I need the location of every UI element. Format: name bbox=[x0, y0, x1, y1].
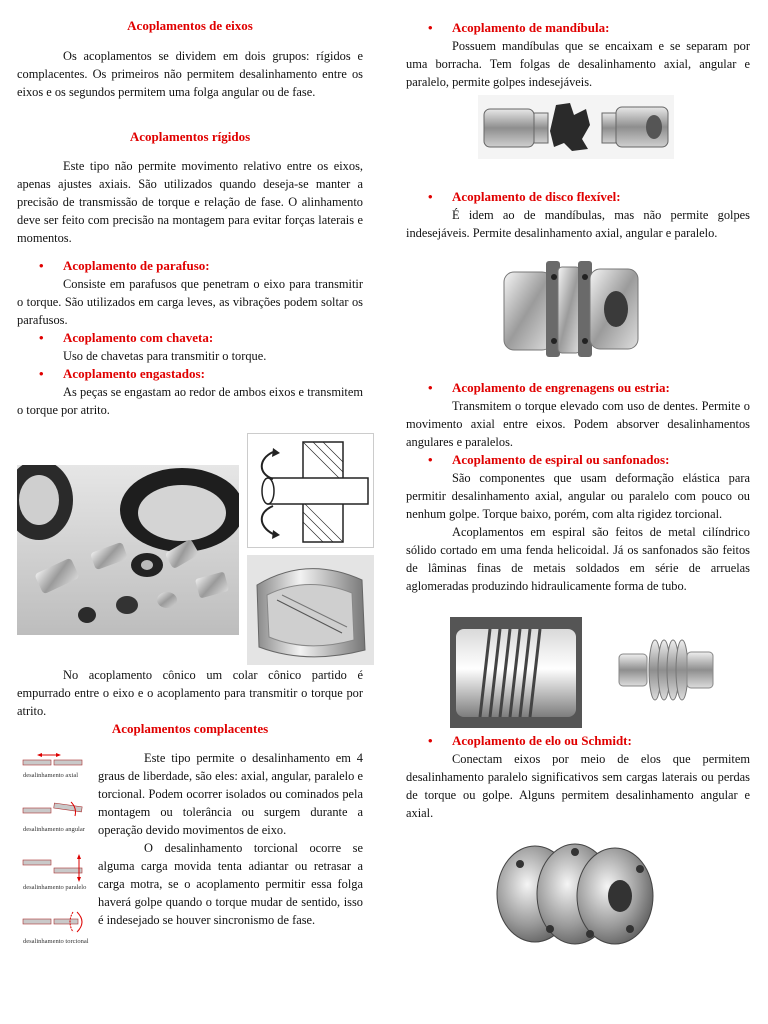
rigid-couplings-photo bbox=[17, 465, 239, 635]
parallel-caption: desalinhamento paralelo bbox=[23, 884, 87, 891]
section-title-rigid: Acoplamentos rígidos bbox=[129, 129, 251, 144]
compliant-paragraph-2: O desalinhamento torcional ocorre se alguma carga movida tenta adiantar ou retrasar a carga motra, se o acoplamento permitir essa folga haverá golpe quando o torque mudar de sentido, isso é indesejado se houver sincronismo de fase. bbox=[98, 841, 363, 927]
rigid-paragraph: Este tipo não permite movimento relativo entre os eixos, apenas ajustes axiais. São utilizados quando deseja-se manter a precisão de transmissão de torque e relação de fase. O alinhamento deve ser feito com precisão na montagem para evitar forças laterais e momentos. bbox=[17, 159, 363, 245]
key-coupling-text: Uso de chavetas para transmitir o torque. bbox=[63, 349, 267, 363]
bellows-coupling-photo bbox=[611, 620, 719, 718]
bullet-flexible-disc-coupling: • Acoplamento de disco flexível: bbox=[406, 188, 750, 206]
section-title-shaft-couplings: Acoplamentos de eixos bbox=[127, 18, 253, 33]
schmidt-coupling-text: Conectam eixos por meio de elos que permitem desalinhamento paralelo significativos sem cargas laterais ou perdas de torque ou golpe. Alguns permitem desalinhamento angular e axial. bbox=[406, 752, 750, 820]
bullet-clamp-coupling: • Acoplamento engastados: bbox=[17, 365, 363, 383]
helical-coupling-photo bbox=[450, 617, 582, 728]
bellows-coupling-text-2: Acoplamentos em espiral são feitos de metal cilíndrico sólido cortado em uma fenda helicoidal. Já os sanfonados são feitos de lâminas finas de metais soldados em série de arruelas aglomeradas produzindo hidraulicamente forma de tubo. bbox=[406, 525, 750, 593]
bullet-screw-coupling: • Acoplamento de parafuso: bbox=[17, 257, 363, 275]
bullet-schmidt-coupling: • Acoplamento de elo ou Schmidt: bbox=[406, 732, 750, 750]
parallel-misalignment-icon bbox=[21, 854, 85, 884]
jaw-coupling-text: Possuem mandíbulas que se encaixam e se separam por uma borracha. Tem folgas de desalinhamento axial, angular e paralelo, permite golpes indesejáveis. bbox=[406, 39, 750, 89]
axial-caption: desalinhamento axial bbox=[23, 772, 79, 779]
intro-paragraph: Os acoplamentos se dividem em dois grupos: rígidos e complacentes. Os primeiros não permitem desalinhamento entre os eixos e os segundos permitem uma folga angular ou de fase. bbox=[17, 49, 363, 99]
jaw-coupling-photo bbox=[478, 95, 674, 159]
section-title-compliant: Acoplamentos complacentes bbox=[111, 721, 269, 736]
bullet-bellows-coupling: • Acoplamento de espiral ou sanfonados: bbox=[406, 451, 750, 469]
torsional-caption: desalinhamento torcional bbox=[23, 938, 89, 945]
flexible-disc-coupling-text: É idem ao de mandíbulas, mas não permite golpes indesejáveis. Permite desalinhamento axial, angular e paralelo. bbox=[406, 208, 750, 240]
bullet-gear-coupling: • Acoplamento de engrenagens ou estria: bbox=[406, 379, 750, 397]
bellows-coupling-text-1: São componentes que usam deformação elástica para permitir desalinhamento axial, angular ou paralelo com pouco ou nenhum golpe. Torque baixo, porém, com alta rigidez torcional. bbox=[406, 471, 750, 521]
bullet-jaw-coupling: • Acoplamento de mandíbula: bbox=[406, 19, 750, 37]
gear-coupling-text: Transmitem o torque elevado com uso de dentes. Permite o movimento axial entre eixos. Podem absorver desalinhamentos angulares e paralelos. bbox=[406, 399, 750, 449]
compliant-paragraph-1: Este tipo permite o desalinhamento em 4 graus de liberdade, são eles: axial, angular, paralelo e torcional. Podem ocorrer isolados ou cominados pela montagem ou tolerância ou surgem durante a operação devido movimentos de eixo. bbox=[98, 751, 363, 837]
bullet-key-coupling: • Acoplamento com chaveta: bbox=[17, 329, 363, 347]
screw-coupling-text: Consiste em parafusos que penetram o eixo para transmitir o torque. São utilizados em carga leves, as vibrações podem soltar os parafusos. bbox=[17, 277, 363, 327]
angular-caption: desalinhamento angular bbox=[23, 826, 85, 833]
conical-coupling-paragraph: No acoplamento cônico um colar cônico partido é empurrado entre o eixo e o acoplamento para transmitir o torque por atrito. bbox=[17, 668, 363, 718]
clamp-coupling-text: As peças se engastam ao redor de ambos eixos e transmitem o torque por atrito. bbox=[17, 385, 363, 417]
conical-coupling-photo bbox=[247, 555, 374, 665]
clamp-section-diagram bbox=[247, 433, 374, 548]
schmidt-coupling-photo bbox=[490, 834, 660, 954]
disc-coupling-photo bbox=[496, 247, 644, 371]
torsional-misalignment-icon bbox=[21, 908, 85, 938]
